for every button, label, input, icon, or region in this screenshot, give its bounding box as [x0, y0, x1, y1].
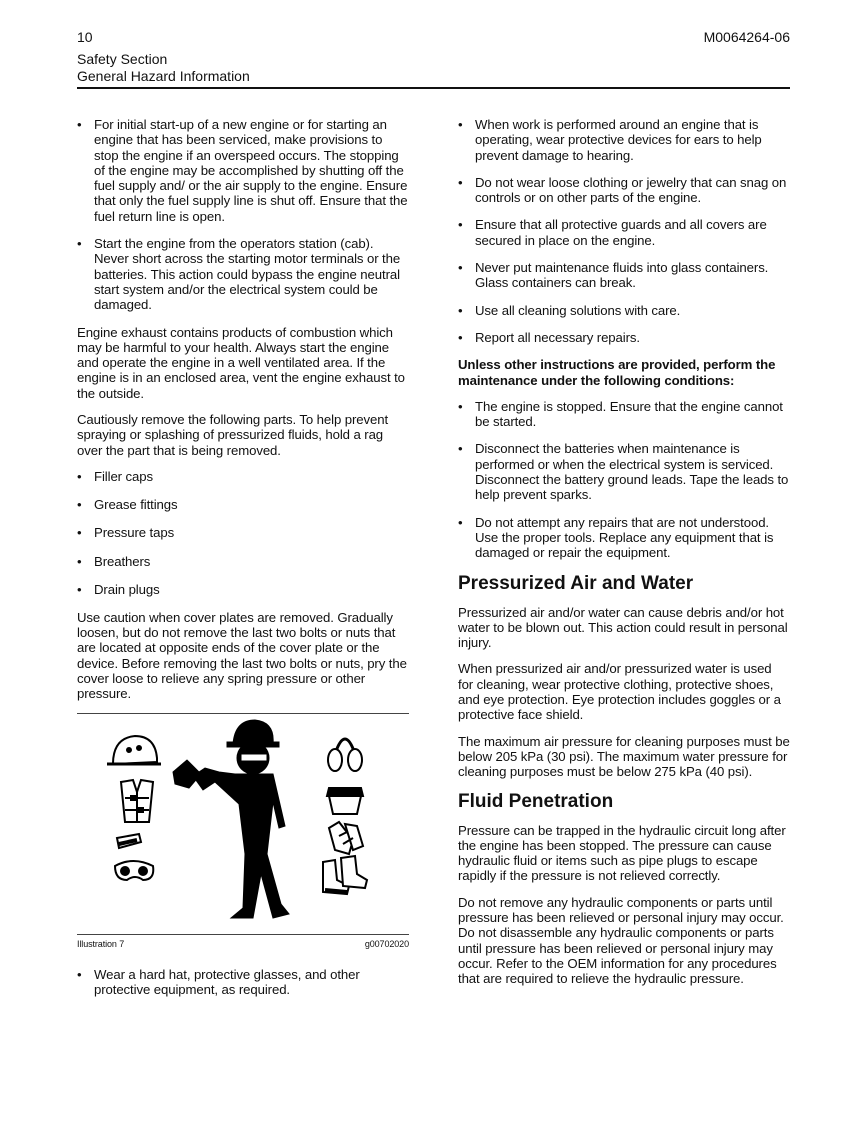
bullet-list-conditions — [458, 399, 790, 561]
paragraph-remove-parts: Cautiously remove the following parts. To help prevent spraying or splashing of pressurized fluids, hold a rag over the part that is being removed. — [77, 412, 389, 458]
paragraph-air-1: Pressurized air and/or water can cause debris and/or hot water to be blown out. This action could result in personal injury. — [458, 604, 788, 651]
bullet-icon: • — [458, 441, 463, 457]
gloves-icon — [329, 822, 363, 854]
list-item: • For initial start-up of a new engine or for starting an engine that has been serviced, make provisions to stop the engine if an overspeed occurs. The stopping of the engine may be accomplished by shutting off the fuel supply and/ or the air supply to the engine. Ensure that only the fuel supply line is shut off. Ensure that the fuel return line is open. — [77, 117, 408, 224]
right-column — [458, 117, 790, 997]
bullet-icon: • — [77, 236, 82, 252]
list-item: • Filler caps — [77, 468, 153, 484]
list-item: • When work is performed around an engine that is operating, wear protective devices for ears to help prevent damage to hearing. — [458, 117, 762, 163]
protective-equipment-drawing — [77, 714, 409, 934]
list-item: • Do not wear loose clothing or jewelry that can snag on controls or on other parts of the engine. — [458, 174, 787, 206]
bullet-icon: • — [458, 398, 463, 414]
bullet-icon: • — [77, 553, 82, 569]
bullet-list-startup — [77, 117, 409, 313]
bullet-icon: • — [77, 525, 82, 541]
list-item: • Ensure that all protective guards and all covers are secured in place on the engine. — [458, 217, 767, 248]
bullet-icon: • — [77, 468, 82, 484]
bullet-list-parts — [77, 469, 409, 597]
bullet-icon: • — [77, 966, 82, 982]
list-item: • Wear a hard hat, protective glasses, and other protective equipment, as required. — [77, 966, 360, 997]
paragraph-air-3: The maximum air pressure for cleaning purposes must be below 205 kPa (30 psi). The maximum water pressure for cleaning purposes must be below 275 kPa (40 psi). — [458, 733, 790, 780]
paragraph-fluid-1: Pressure can be trapped in the hydraulic circuit long after the engine has been stopped. The pressure can cause hydraulic fluid or items such as pipe plugs to escape rapidly if the pressure is not relieved correctly. — [458, 822, 786, 884]
bullet-icon: • — [458, 117, 463, 132]
left-column — [77, 117, 409, 1009]
list-item: • Never put maintenance fluids into glass containers. Glass containers can break. — [458, 260, 769, 291]
goggles-icon — [115, 861, 153, 880]
illustration-protective-equipment — [77, 713, 409, 934]
list-item: • Do not attempt any repairs that are not understood. Use the proper tools. Replace any equipment that is damaged or repair the equipment. — [458, 514, 774, 561]
bullet-icon: • — [458, 329, 463, 345]
paragraph-fluid-2: Do not remove any hydraulic components or parts until pressure has been relieved or personal injury may occur. Do not disassemble any hydraulic components or parts until pressure has been relieved or personal injury may occur. Refer to the OEM information for any procedures that are required to relieve the hydraulic pressure. — [458, 894, 784, 987]
heading-fluid-penetration: Fluid Penetration — [458, 790, 614, 812]
paragraph-exhaust: Engine exhaust contains products of combustion which may be harmful to your health. Always start the engine and operate the engine in a well ventilated area. If the engine is in an enclosed area, vent the engine exhaust to the outside. — [77, 324, 405, 401]
figure-code: g00702020 — [364, 938, 409, 949]
safety-glasses-icon — [117, 834, 141, 848]
paragraph-cover-plates: Use caution when cover plates are removed. Gradually loosen, but do not remove the last two bolts or nuts that are located at opposite ends of the cover plate or the device. Before removing the last two bolts or nuts, pry the cover loose to relieve any spring pressure or other pressure. — [77, 609, 407, 702]
list-item: • Start the engine from the operators station (cab). Never short across the starting motor terminals or the batteries. This action could bypass the engine neutral start system and/or the electrical system could be damaged. — [77, 236, 401, 313]
subsection-title: General Hazard Information — [77, 68, 250, 84]
bullet-icon: • — [77, 581, 82, 597]
safety-boots-icon — [323, 856, 367, 894]
ear-muffs-icon — [328, 739, 362, 771]
list-item: • Use all cleaning solutions with care. — [458, 302, 681, 318]
bullet-icon: • — [458, 514, 463, 530]
list-item: • Disconnect the batteries when maintenance is performed or when the electrical system is serviced. Disconnect the battery ground leads. Tape the leads to help prevent sparks. — [458, 441, 789, 503]
bullet-list-ppe — [77, 967, 409, 998]
page-number: 10 — [77, 29, 93, 45]
bullet-list-general — [458, 117, 790, 345]
bullet-icon: • — [458, 174, 463, 190]
safety-vest-icon — [121, 780, 153, 822]
bullet-icon: • — [458, 302, 463, 318]
header-rule — [77, 87, 790, 89]
heading-pressurized-air-water: Pressurized Air and Water — [458, 572, 694, 594]
list-item: • The engine is stopped. Ensure that the engine cannot be started. — [458, 398, 783, 430]
figure-caption — [77, 934, 409, 957]
document-id: M0064264-06 — [703, 29, 790, 45]
list-item: • Breathers — [77, 553, 151, 569]
list-item: • Report all necessary repairs. — [458, 329, 640, 345]
list-item: • Drain plugs — [77, 581, 160, 597]
bullet-icon: • — [77, 497, 82, 513]
bullet-icon: • — [458, 260, 463, 276]
section-title: Safety Section — [77, 51, 168, 67]
list-item: • Pressure taps — [77, 525, 175, 541]
worker-figure-icon — [173, 720, 289, 918]
bullet-icon: • — [77, 117, 82, 132]
face-shield-icon — [327, 788, 363, 814]
maintenance-conditions-intro: Unless other instructions are provided, perform the maintenance under the following conditions: — [458, 357, 776, 388]
figure-label: Illustration 7 — [77, 938, 125, 949]
paragraph-air-2: When pressurized air and/or pressurized water is used for cleaning, wear protective clothing, protective shoes, and eye protection. Eye protection includes goggles or a protective face shield. — [458, 661, 781, 723]
bullet-icon: • — [458, 217, 463, 233]
hard-hat-icon — [107, 736, 161, 764]
list-item: • Grease fittings — [77, 497, 178, 513]
